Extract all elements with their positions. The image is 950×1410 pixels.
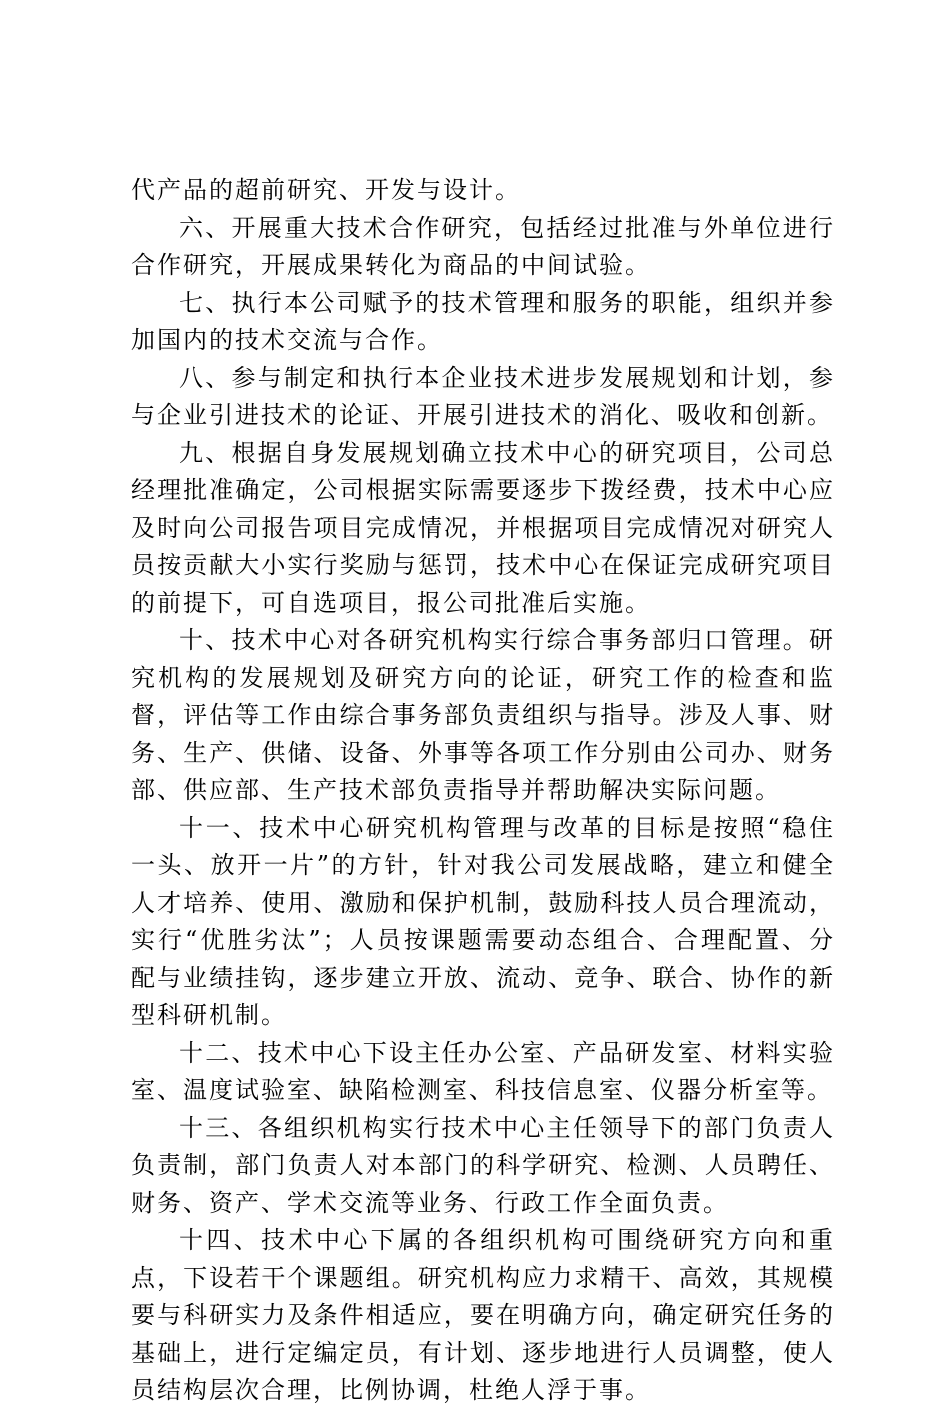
paragraph-item-11: 十一、技术中心研究机构管理与改革的目标是按照“稳住一头、放开一片”的方针，针对我公司发展战略，建立和健全人才培养、使用、激励和保护机制，鼓励科技人员合理流动，实行“优胜劣汰”；人员按课题需要动态组合、合理配置、分配与业绩挂钩，逐步建立开放、流动、竞争、联合、协作的新型科研机制。	[131, 813, 835, 1029]
paragraph-item-13: 十三、各组织机构实行技术中心主任领导下的部门负责人负责制，部门负责人对本部门的科学研究、检测、人员聘任、财务、资产、学术交流等业务、行政工作全面负责。	[131, 1113, 835, 1217]
paragraph-continuation: 代产品的超前研究、开发与设计。	[131, 176, 521, 204]
paragraph-item-6: 六、开展重大技术合作研究，包括经过批准与外单位进行合作研究，开展成果转化为商品的中间试验。	[131, 213, 835, 279]
paragraph-item-9: 九、根据自身发展规划确立技术中心的研究项目，公司总经理批准确定，公司根据实际需要逐步下拨经费，技术中心应及时向公司报告项目完成情况，并根据项目完成情况对研究人员按贡献大小实行奖励与惩罚，技术中心在保证完成研究项目的前提下，可自选项目，报公司批准后实施。	[131, 438, 835, 617]
paragraph-item-10: 十、技术中心对各研究机构实行综合事务部归口管理。研究机构的发展规划及研究方向的论证，研究工作的检查和监督，评估等工作由综合事务部负责组织与指导。涉及人事、财务、生产、供储、设备、外事等各项工作分别由公司办、财务部、供应部、生产技术部负责指导并帮助解决实际问题。	[131, 626, 835, 804]
paragraph-item-14: 十四、技术中心下属的各组织机构可围绕研究方向和重点，下设若干个课题组。研究机构应力求精干、高效，其规模要与科研实力及条件相适应，要在明确方向，确定研究任务的基础上，进行定编定员，有计划、逐步地进行人员调整，使人员结构层次合理，比例协调，杜绝人浮于事。	[131, 1226, 835, 1404]
paragraph-item-8: 八、参与制定和执行本企业技术进步发展规划和计划，参与企业引进技术的论证、开展引进技术的消化、吸收和创新。	[131, 363, 835, 429]
document-body	[131, 172, 835, 1410]
paragraph-item-7: 七、执行本公司赋予的技术管理和服务的职能，组织并参加国内的技术交流与合作。	[131, 288, 835, 354]
paragraph-item-12: 十二、技术中心下设主任办公室、产品研发室、材料实验室、温度试验室、缺陷检测室、科技信息室、仪器分析室等。	[131, 1038, 835, 1104]
